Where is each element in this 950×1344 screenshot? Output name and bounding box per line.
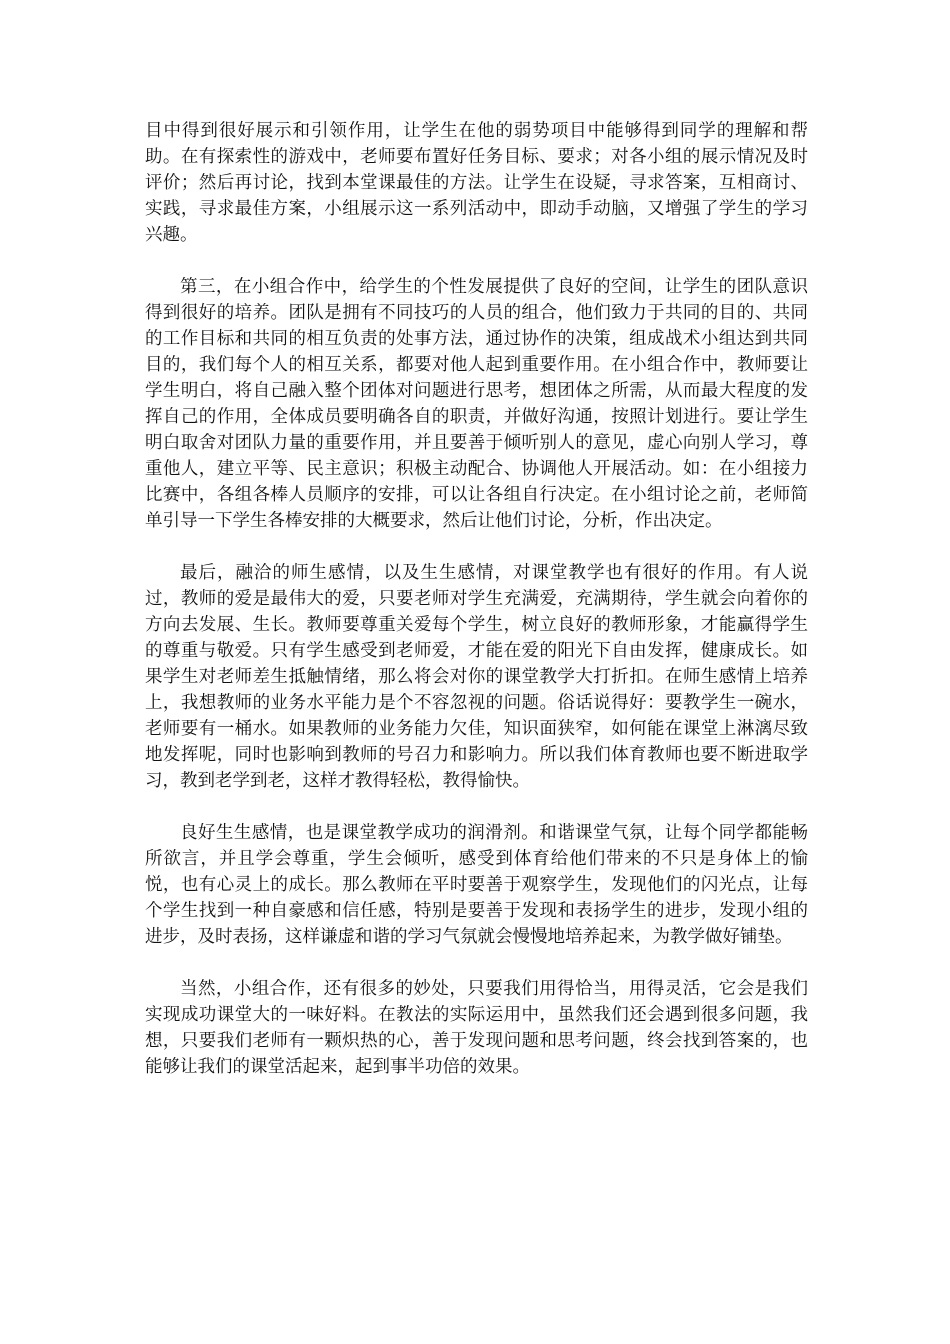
paragraph-3: 最后，融洽的师生感情，以及生生感情，对课堂教学也有很好的作用。有人说过，教师的爱是最伟大的爱，只要老师对学生充满爱，充满期待，学生就会向着你的方向去发展、生长。教师要尊重关爱每个学生，树立良好的教师形象，才能赢得学生的尊重与敬爱。只有学生感受到老师爱，才能在爱的阳光下自由发挥，健康成长。如果学生对老师差生抵触情绪，那么将会对你的课堂教学大打折扣。在师生感情上培养上，我想教师的业务水平能力是个不容忽视的问题。俗话说得好：要教学生一碗水，老师要有一桶水。如果教师的业务能力欠佳，知识面狭窄，如何能在课堂上淋漓尽致地发挥呢，同时也影响到教师的号召力和影响力。所以我们体育教师也要不断进取学习，教到老学到老，这样才教得轻松，教得愉快。 xyxy=(145,563,808,791)
paragraph-4: 良好生生感情，也是课堂教学成功的润滑剂。和谐课堂气氛，让每个同学都能畅所欲言，并且学会尊重，学生会倾听，感受到体育给他们带来的不只是身体上的愉悦，也有心灵上的成长。那么教师在平时要善于观察学生，发现他们的闪光点，让每个学生找到一种自豪感和信任感，特别是要善于发现和表扬学生的进步，发现小组的进步，及时表扬，这样谦虚和谐的学习气氛就会慢慢地培养起来，为教学做好铺垫。 xyxy=(145,823,808,947)
paragraph-5: 当然，小组合作，还有很多的妙处，只要我们用得恰当，用得灵活，它会是我们实现成功课堂大的一味好料。在教法的实际运用中，虽然我们还会遇到很多问题，我想，只要我们老师有一颗炽热的心，善于发现问题和思考问题，终会找到答案的，也能够让我们的课堂活起来，起到事半功倍的效果。 xyxy=(145,979,808,1077)
paragraph-2: 第三，在小组合作中，给学生的个性发展提供了良好的空间，让学生的团队意识得到很好的培养。团队是拥有不同技巧的人员的组合，他们致力于共同的目的、共同的工作目标和共同的相互负责的处事方法，通过协作的决策，组成战术小组达到共同目的，我们每个人的相互关系，都要对他人起到重要作用。在小组合作中，教师要让学生明白，将自己融入整个团体对问题进行思考，想团体之所需，从而最大程度的发挥自己的作用，全体成员要明确各自的职责，并做好沟通，按照计划进行。要让学生明白取舍对团队力量的重要作用，并且要善于倾听别人的意见，虚心向别人学习，尊重他人，建立平等、民主意识；积极主动配合、协调他人开展活动。如：在小组接力比赛中，各组各棒人员顺序的安排，可以让各组自行决定。在小组讨论之前，老师简单引导一下学生各棒安排的大概要求，然后让他们讨论，分析，作出决定。 xyxy=(145,277,808,531)
document-body xyxy=(145,118,808,1106)
paragraph-1: 目中得到很好展示和引领作用，让学生在他的弱势项目中能够得到同学的理解和帮助。在有探索性的游戏中，老师要布置好任务目标、要求；对各小组的展示情况及时评价；然后再讨论，找到本堂课最佳的方法。让学生在设疑，寻求答案，互相商讨、实践，寻求最佳方案，小组展示这一系列活动中，即动手动脑，又增强了学生的学习兴趣。 xyxy=(145,121,808,245)
